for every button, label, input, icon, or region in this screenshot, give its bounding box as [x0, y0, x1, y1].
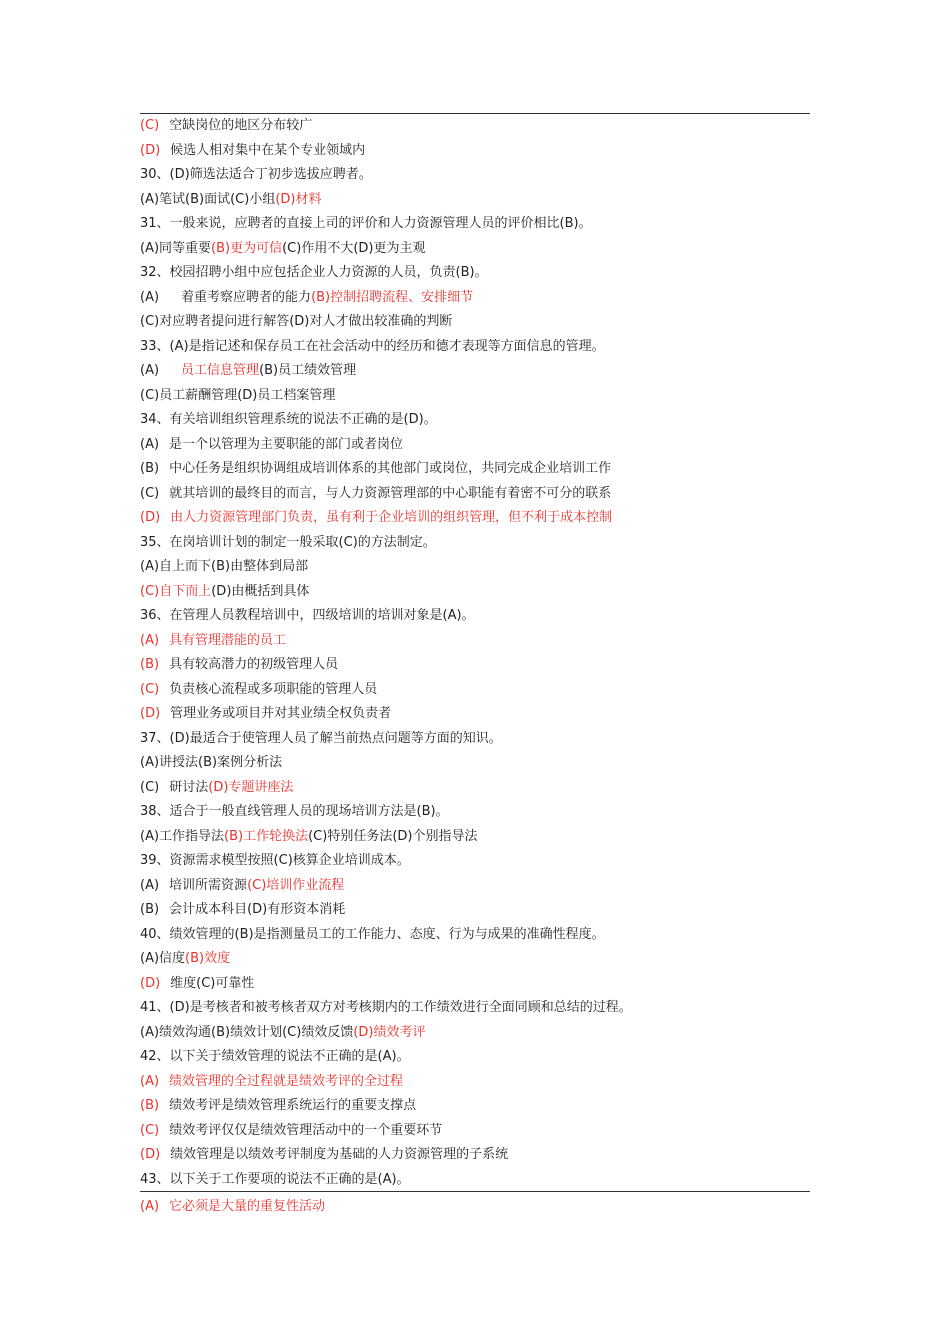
document-line	[140, 1143, 810, 1168]
document-line	[140, 310, 810, 335]
text-segment: 32、校园招聘小组中应包括企业人力资源的人员，负责(B)。	[140, 265, 488, 280]
text-segment: (D)	[140, 510, 161, 525]
text-segment: (B)工作轮换法	[224, 828, 309, 844]
text-segment: (B)效度	[185, 951, 231, 966]
text-segment: (A)	[140, 632, 160, 648]
document-line	[140, 163, 810, 188]
text-segment: (C)	[140, 485, 160, 501]
text-segment: (B)	[140, 1098, 160, 1113]
document-line	[140, 457, 810, 482]
text-segment: 35、在岗培训计划的制定一般采取(C)的方法制定。	[140, 534, 436, 550]
text-segment: (B)	[140, 902, 160, 917]
document-line	[140, 825, 810, 850]
text-segment: 43、以下关于工作要项的说法不正确的是(A)。	[140, 1171, 410, 1187]
text-segment: 就其培训的最终目的而言，与人力资源管理部的中心职能有着密不可分的联系	[169, 485, 612, 501]
text-segment: (B)控制招聘流程、安排细节	[311, 289, 474, 305]
document-line	[140, 1195, 810, 1220]
text-segment: 具有较高潜力的初级管理人员	[169, 657, 339, 672]
document-body	[140, 114, 810, 1192]
text-segment: 30、(D)筛选法适合丁初步选拔应聘者。	[140, 167, 372, 182]
text-segment: 维度(C)可靠性	[170, 975, 255, 991]
text-segment: (A)笔试(B)面试(C)小组	[140, 191, 276, 207]
text-segment: 中心任务是组织协调组成培训体系的其他部门或岗位，共同完成企业培训工作	[169, 461, 612, 476]
document-line	[140, 604, 810, 629]
text-segment: (C)特别任务法(D)个别指导法	[308, 828, 478, 844]
text-segment: (C)员工薪酬管理(D)员工档案管理	[140, 387, 336, 403]
text-segment: (A)同等重要	[140, 240, 212, 256]
text-segment: 绩效考评仅仅是绩效管理活动中的一个重要环节	[169, 1122, 443, 1138]
document-line	[140, 776, 810, 801]
text-segment: 管理业务或项目并对其业绩全权负责者	[170, 706, 392, 721]
text-segment: 36、在管理人员教程培训中，四级培训的培训对象是(A)。	[140, 608, 475, 623]
text-segment: 研讨法	[169, 779, 209, 795]
text-segment: (A)	[140, 363, 160, 378]
text-segment: (D)专题讲座法	[208, 779, 294, 795]
text-segment: (A)	[140, 289, 160, 305]
text-segment: 培训所需资源	[169, 877, 248, 893]
text-segment: (B)	[140, 657, 160, 672]
text-segment: (A)绩效沟通(B)绩效计划(C)绩效反馈	[140, 1024, 354, 1040]
document-line	[140, 996, 810, 1021]
document-line	[140, 114, 810, 139]
text-segment: (A)	[140, 877, 160, 893]
text-segment: (C)	[140, 1122, 160, 1138]
text-segment: (D)	[140, 142, 161, 158]
text-segment: 37、(D)最适合于使管理人员了解当前热点问题等方面的知识。	[140, 730, 502, 746]
text-segment: 具有管理潜能的员工	[169, 632, 287, 648]
document-line	[140, 261, 810, 286]
document-line	[140, 237, 810, 262]
text-segment: 39、资源需求模型按照(C)核算企业培训成本。	[140, 853, 410, 868]
document-line	[140, 188, 810, 213]
document-line	[140, 408, 810, 433]
document-line	[140, 923, 810, 948]
text-segment: 绩效管理的全过程就是绩效考评的全过程	[169, 1073, 404, 1089]
text-segment: 负责核心流程或多项职能的管理人员	[169, 681, 378, 697]
document-line	[140, 800, 810, 825]
text-segment: (C)作用不大(D)更为主观	[282, 240, 426, 256]
text-segment: 员工信息管理	[181, 363, 260, 378]
text-segment: (C)	[140, 779, 160, 795]
text-segment: 38、适合于一般直线管理人员的现场培训方法是(B)。	[140, 804, 449, 819]
document-line	[140, 653, 810, 678]
text-segment: (B)	[140, 461, 160, 476]
text-segment: 42、以下关于绩效管理的说法不正确的是(A)。	[140, 1049, 410, 1064]
bottom-rule	[140, 1191, 810, 1192]
text-segment: (A)信度	[140, 951, 186, 966]
text-segment: (D)由概括到具体	[211, 583, 310, 599]
text-segment: (A)	[140, 436, 160, 452]
document-line	[140, 678, 810, 703]
text-segment: (A)工作指导法	[140, 828, 225, 844]
text-segment: (B)员工绩效管理	[259, 363, 357, 378]
text-segment: (C)	[140, 118, 160, 133]
document-line	[140, 874, 810, 899]
document-line	[140, 972, 810, 997]
document-line	[140, 947, 810, 972]
document-line	[140, 1045, 810, 1070]
document-line	[140, 1168, 810, 1193]
text-segment: (D)	[140, 1147, 161, 1162]
text-segment: 绩效考评是绩效管理系统运行的重要支撑点	[169, 1098, 417, 1113]
document-line	[140, 1021, 810, 1046]
text-segment: (D)绩效考评	[353, 1024, 426, 1040]
text-segment: (C)自下而上	[140, 583, 212, 599]
text-segment: 33、(A)是指记述和保存员工在社会活动中的经历和德才表现等方面信息的管理。	[140, 338, 605, 354]
text-segment: (B)更为可信	[211, 240, 283, 256]
document-line	[140, 629, 810, 654]
document-line	[140, 751, 810, 776]
document-line	[140, 1094, 810, 1119]
text-segment: (D)	[140, 975, 161, 991]
text-segment: (A)	[140, 1073, 160, 1089]
document-line	[140, 212, 810, 237]
document-line	[140, 580, 810, 605]
document-line	[140, 531, 810, 556]
document-line	[140, 359, 810, 384]
text-segment: 由人力资源管理部门负责，虽有利于企业培训的组织管理，但不利于成本控制	[170, 510, 613, 525]
document-line	[140, 433, 810, 458]
document-line	[140, 286, 810, 311]
text-segment: 着重考察应聘者的能力	[181, 289, 312, 305]
text-segment: (C)培训作业流程	[247, 877, 345, 893]
text-segment: (C)	[140, 681, 160, 697]
text-segment: 会计成本科目(D)有形资本消耗	[169, 902, 346, 917]
text-segment: (D)	[140, 706, 161, 721]
document-line	[140, 139, 810, 164]
document-line	[140, 506, 810, 531]
document-line	[140, 555, 810, 580]
text-segment: 41、(D)是考核者和被考核者双方对考核期内的工作绩效进行全面同顾和总结的过程。	[140, 1000, 632, 1015]
document-line	[140, 1070, 810, 1095]
text-segment: (D)材料	[275, 191, 322, 207]
text-segment: 空缺岗位的地区分布较广	[169, 118, 313, 133]
text-segment: 40、绩效管理的(B)是指测量员工的工作能力、态度、行为与成果的准确性程度。	[140, 926, 605, 942]
text-segment: 候选人相对集中在某个专业领域内	[170, 142, 366, 158]
text-segment: (A)讲授法(B)案例分析法	[140, 755, 283, 770]
document-line	[140, 384, 810, 409]
text-segment: 绩效管理是以绩效考评制度为基础的人力资源管理的子系统	[170, 1147, 509, 1162]
document-line	[140, 727, 810, 752]
document-line	[140, 702, 810, 727]
document-line	[140, 482, 810, 507]
text-segment: (A)	[140, 1199, 160, 1214]
text-segment: (A)自上而下(B)由整体到局部	[140, 559, 309, 574]
text-segment: 31、一般来说，应聘者的直接上司的评价和人力资源管理人员的评价相比(B)。	[140, 216, 592, 231]
text-segment: 是一个以管理为主要职能的部门或者岗位	[169, 436, 404, 452]
document-line	[140, 1119, 810, 1144]
document-line	[140, 898, 810, 923]
text-segment: 它必须是大量的重复性活动	[169, 1199, 326, 1214]
document-line	[140, 849, 810, 874]
text-segment: (C)对应聘者提问进行解答(D)对人才做出较准确的判断	[140, 314, 453, 329]
text-segment: 34、有关培训组织管理系统的说法不正确的是(D)。	[140, 412, 437, 427]
document-line	[140, 335, 810, 360]
